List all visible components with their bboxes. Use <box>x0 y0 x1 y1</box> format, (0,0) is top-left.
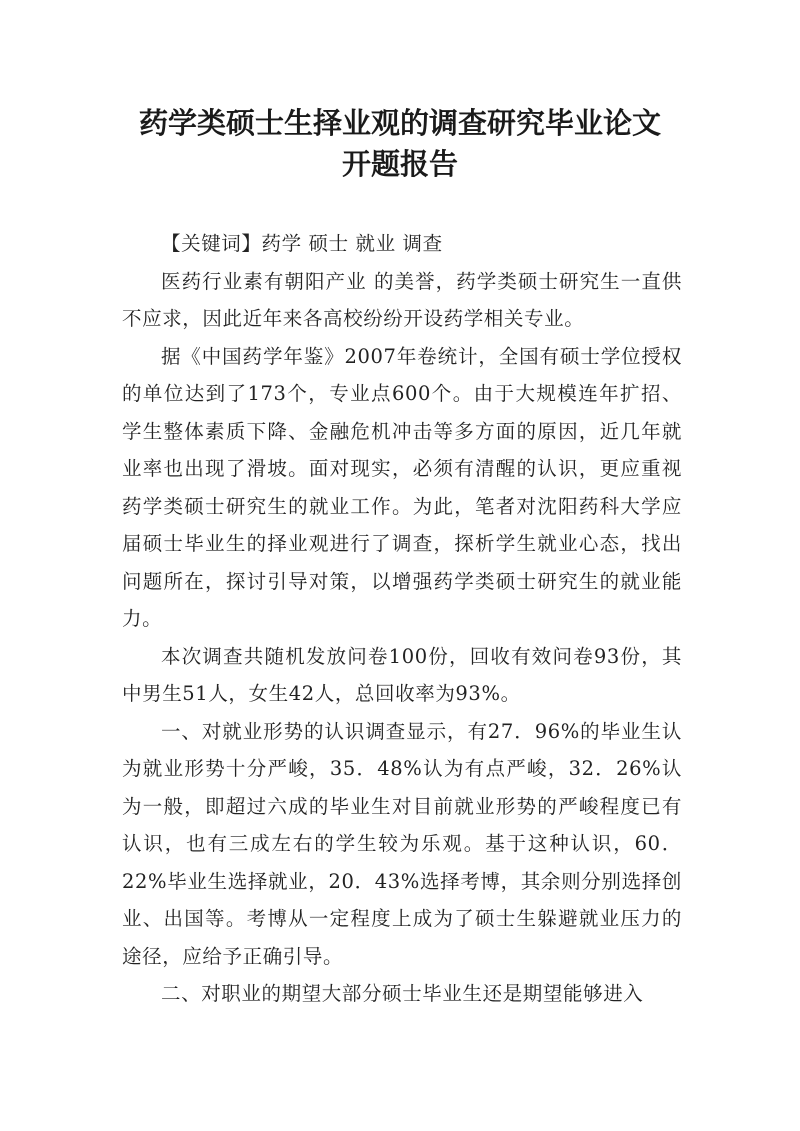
keywords-paragraph: 【关键词】药学 硕士 就业 调查 <box>161 232 443 255</box>
document-body <box>122 225 682 1013</box>
body-paragraph: 医药行业素有朝阳产业 的美誉，药学类硕士研究生一直供不应求，因此近年来各高校纷纷开设药学相关专业。 <box>122 269 682 330</box>
document-title-line-1: 药学类硕士生择业观的调查研究毕业论文 <box>138 106 661 140</box>
body-paragraph: 本次调查共随机发放问卷100份，回收有效问卷93份，其中男生51人，女生42人，总回收率为93%。 <box>122 644 682 705</box>
document-title-line-2: 开题报告 <box>341 147 458 181</box>
body-paragraph: 据《中国药学年鉴》2007年卷统计，全国有硕士学位授权的单位达到了173个，专业点600个。由于大规模连年扩招、学生整体素质下降、金融危机冲击等多方面的原因，近几年就业率也出现了滑坡。面对现实，必须有清醒的认识，更应重视药学类硕士研究生的就业工作。为此，笔者对沈阳药科大学应届硕士毕业生的择业观进行了调查，探析学生就业心态，找出问题所在，探讨引导对策，以增强药学类硕士研究生的就业能力。 <box>122 344 682 630</box>
body-paragraph: 一、对就业形势的认识调查显示，有27．96%的毕业生认为就业形势十分严峻，35．48%认为有点严峻，32．26%认为一般，即超过六成的毕业生对目前就业形势的严峻程度已有认识，也有三成左右的学生较为乐观。基于这种认识，60．22%毕业生选择就业，20．43%选择考博，其余则分别选择创业、出国等。考博从一定程度上成为了硕士生躲避就业压力的途径，应给予正确引导。 <box>122 719 682 968</box>
body-paragraph: 二、对职业的期望大部分硕士毕业生还是期望能够进入 <box>161 982 644 1005</box>
